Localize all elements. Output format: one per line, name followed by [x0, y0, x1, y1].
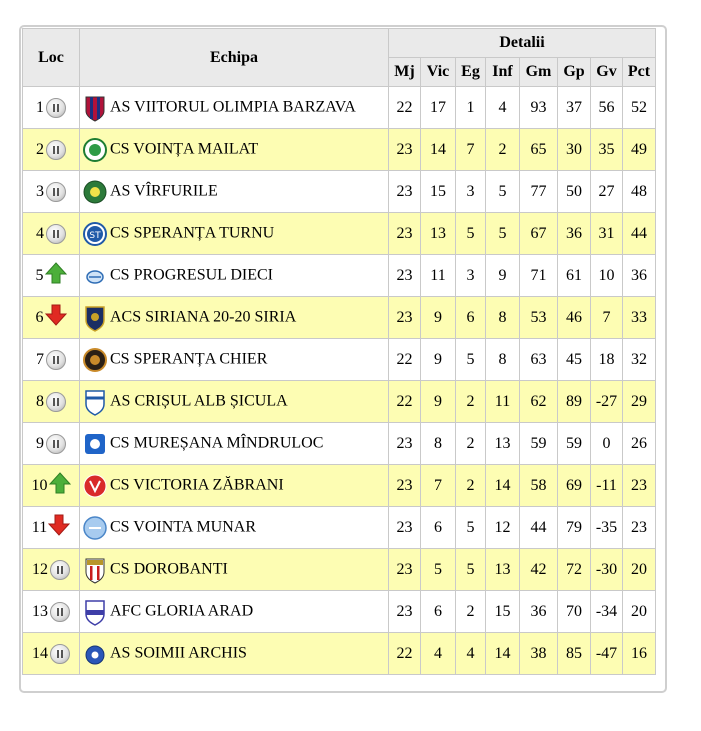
gm-cell: 42 [520, 549, 558, 591]
rank-number: 1 [36, 98, 44, 116]
gloria-shield-icon [83, 598, 107, 626]
gp-cell: 45 [558, 339, 591, 381]
team-cell [80, 213, 389, 255]
rank-number: 9 [36, 434, 44, 452]
gp-cell: 85 [558, 633, 591, 675]
team-cell [80, 507, 389, 549]
pct-cell: 26 [623, 423, 656, 465]
eg-cell: 5 [456, 549, 486, 591]
standings-table-container [19, 25, 667, 693]
rank-cell [23, 381, 80, 423]
vic-cell: 6 [421, 507, 456, 549]
vic-cell: 13 [421, 213, 456, 255]
team-name: CS MUREȘANA MÎNDRULOC [110, 434, 324, 452]
team-name: CS PROGRESUL DIECI [110, 266, 273, 284]
gv-cell: 7 [591, 297, 623, 339]
team-cell [80, 633, 389, 675]
team-cell [80, 129, 389, 171]
mj-cell: 23 [389, 255, 421, 297]
header-vic: Vic [421, 58, 456, 87]
gv-cell: -27 [591, 381, 623, 423]
inf-cell: 2 [486, 129, 520, 171]
trend-same-icon [46, 392, 66, 412]
rank-cell [23, 87, 80, 129]
rank-cell [23, 633, 80, 675]
table-row [23, 171, 656, 213]
team-cell [80, 255, 389, 297]
rank-cell [23, 549, 80, 591]
vic-cell: 11 [421, 255, 456, 297]
mj-cell: 23 [389, 213, 421, 255]
table-row [23, 255, 656, 297]
inf-cell: 11 [486, 381, 520, 423]
inf-cell: 8 [486, 339, 520, 381]
team-cell [80, 549, 389, 591]
table-row [23, 213, 656, 255]
mj-cell: 22 [389, 381, 421, 423]
header-mj: Mj [389, 58, 421, 87]
gv-cell: 18 [591, 339, 623, 381]
pct-cell: 48 [623, 171, 656, 213]
eg-cell: 1 [456, 87, 486, 129]
team-name: AS SOIMII ARCHIS [110, 644, 247, 662]
mj-cell: 23 [389, 507, 421, 549]
trend-same-icon [50, 644, 70, 664]
trend-same-icon [50, 560, 70, 580]
rank-number: 11 [31, 518, 48, 536]
team-cell [80, 171, 389, 213]
mj-cell: 23 [389, 297, 421, 339]
table-row [23, 549, 656, 591]
eg-cell: 2 [456, 591, 486, 633]
gm-cell: 71 [520, 255, 558, 297]
team-cell [80, 465, 389, 507]
mj-cell: 23 [389, 549, 421, 591]
inf-cell: 4 [486, 87, 520, 129]
header-eg: Eg [456, 58, 486, 87]
gm-cell: 58 [520, 465, 558, 507]
team-name: CS VICTORIA ZĂBRANI [110, 476, 284, 494]
eg-cell: 4 [456, 633, 486, 675]
gp-cell: 46 [558, 297, 591, 339]
pct-cell: 16 [623, 633, 656, 675]
blue-small-icon [83, 262, 107, 290]
blue-square-icon [83, 430, 107, 458]
table-row [23, 591, 656, 633]
team-name: CS VOINTA MUNAR [110, 518, 256, 536]
pct-cell: 44 [623, 213, 656, 255]
header-detalii: Detalii [389, 29, 656, 58]
rank-cell [23, 423, 80, 465]
inf-cell: 14 [486, 633, 520, 675]
table-row [23, 339, 656, 381]
table-row [23, 423, 656, 465]
rank-cell [23, 255, 80, 297]
rank-number: 14 [32, 644, 48, 662]
rank-cell [23, 171, 80, 213]
rank-cell [23, 213, 80, 255]
team-cell [80, 381, 389, 423]
rank-cell [23, 339, 80, 381]
header-gv: Gv [591, 58, 623, 87]
trend-same-icon [46, 224, 66, 244]
trend-down-icon [48, 514, 70, 541]
mj-cell: 22 [389, 87, 421, 129]
gm-cell: 62 [520, 381, 558, 423]
inf-cell: 15 [486, 591, 520, 633]
team-name: CS SPERANȚA CHIER [110, 350, 268, 368]
gm-cell: 77 [520, 171, 558, 213]
gm-cell: 67 [520, 213, 558, 255]
gm-cell: 53 [520, 297, 558, 339]
mj-cell: 22 [389, 633, 421, 675]
vic-cell: 8 [421, 423, 456, 465]
pct-cell: 23 [623, 507, 656, 549]
gm-cell: 59 [520, 423, 558, 465]
rank-number: 5 [35, 266, 44, 284]
gv-cell: -34 [591, 591, 623, 633]
gp-cell: 59 [558, 423, 591, 465]
trend-up-icon [49, 472, 71, 499]
pct-cell: 29 [623, 381, 656, 423]
gp-cell: 61 [558, 255, 591, 297]
rank-number: 4 [36, 224, 44, 242]
eg-cell: 3 [456, 255, 486, 297]
red-round-icon [83, 472, 107, 500]
rank-cell [23, 129, 80, 171]
blue-st-icon [83, 220, 107, 248]
gv-cell: 0 [591, 423, 623, 465]
inf-cell: 12 [486, 507, 520, 549]
eg-cell: 5 [456, 339, 486, 381]
eg-cell: 6 [456, 297, 486, 339]
vic-cell: 4 [421, 633, 456, 675]
standings-body [23, 87, 656, 675]
team-cell [80, 423, 389, 465]
vic-cell: 5 [421, 549, 456, 591]
gv-cell: 31 [591, 213, 623, 255]
trend-up-icon [45, 262, 67, 289]
vic-cell: 9 [421, 381, 456, 423]
inf-cell: 13 [486, 549, 520, 591]
eg-cell: 5 [456, 213, 486, 255]
team-name: AFC GLORIA ARAD [110, 602, 254, 620]
inf-cell: 14 [486, 465, 520, 507]
header-inf: Inf [486, 58, 520, 87]
team-name: AS CRIȘUL ALB ȘICULA [110, 392, 288, 410]
rank-number: 10 [31, 476, 48, 494]
inf-cell: 9 [486, 255, 520, 297]
team-name: ACS SIRIANA 20-20 SIRIA [110, 308, 297, 326]
table-row [23, 381, 656, 423]
gv-cell: -47 [591, 633, 623, 675]
eg-cell: 2 [456, 423, 486, 465]
gm-cell: 65 [520, 129, 558, 171]
standings-table [22, 28, 656, 675]
team-name: CS DOROBANTI [110, 560, 228, 578]
gp-cell: 70 [558, 591, 591, 633]
eg-cell: 7 [456, 129, 486, 171]
gm-cell: 93 [520, 87, 558, 129]
team-cell [80, 339, 389, 381]
gp-cell: 36 [558, 213, 591, 255]
gp-cell: 50 [558, 171, 591, 213]
blue-archis-icon [83, 640, 107, 668]
blue-white-shield-icon [83, 388, 107, 416]
green-circle-icon [83, 136, 107, 164]
vic-cell: 9 [421, 297, 456, 339]
rank-number: 13 [32, 602, 48, 620]
vic-cell: 6 [421, 591, 456, 633]
trend-same-icon [50, 602, 70, 622]
pct-cell: 23 [623, 465, 656, 507]
team-name: AS VÎRFURILE [110, 182, 218, 200]
pct-cell: 33 [623, 297, 656, 339]
green-ball-icon [83, 178, 107, 206]
table-row [23, 507, 656, 549]
team-name: CS VOINȚA MAILAT [110, 140, 259, 158]
trend-same-icon [46, 140, 66, 160]
gp-cell: 69 [558, 465, 591, 507]
rank-number: 8 [36, 392, 44, 410]
mj-cell: 22 [389, 339, 421, 381]
inf-cell: 5 [486, 213, 520, 255]
pct-cell: 20 [623, 549, 656, 591]
mj-cell: 23 [389, 591, 421, 633]
trend-down-icon [45, 304, 67, 331]
stripes-red-blue-icon [83, 94, 107, 122]
vic-cell: 7 [421, 465, 456, 507]
vic-cell: 14 [421, 129, 456, 171]
rank-cell [23, 465, 80, 507]
table-row [23, 129, 656, 171]
mj-cell: 23 [389, 465, 421, 507]
pct-cell: 52 [623, 87, 656, 129]
header-echipa: Echipa [80, 29, 389, 87]
gv-cell: -11 [591, 465, 623, 507]
rank-number: 2 [36, 140, 44, 158]
rank-cell [23, 297, 80, 339]
mj-cell: 23 [389, 423, 421, 465]
gp-cell: 37 [558, 87, 591, 129]
rank-cell [23, 591, 80, 633]
trend-same-icon [46, 182, 66, 202]
vic-cell: 15 [421, 171, 456, 213]
eg-cell: 5 [456, 507, 486, 549]
pct-cell: 49 [623, 129, 656, 171]
pct-cell: 20 [623, 591, 656, 633]
trend-same-icon [46, 434, 66, 454]
mj-cell: 23 [389, 171, 421, 213]
rank-number: 7 [36, 350, 44, 368]
gm-cell: 36 [520, 591, 558, 633]
table-row [23, 297, 656, 339]
svg-text:ST: ST [89, 230, 101, 241]
pct-cell: 32 [623, 339, 656, 381]
red-white-shield-icon [83, 556, 107, 584]
team-cell [80, 87, 389, 129]
inf-cell: 13 [486, 423, 520, 465]
gp-cell: 79 [558, 507, 591, 549]
team-cell [80, 591, 389, 633]
gv-cell: 27 [591, 171, 623, 213]
gv-cell: -30 [591, 549, 623, 591]
header-gm: Gm [520, 58, 558, 87]
gp-cell: 72 [558, 549, 591, 591]
gm-cell: 44 [520, 507, 558, 549]
dark-round-icon [83, 346, 107, 374]
header-loc: Loc [23, 29, 80, 87]
gm-cell: 63 [520, 339, 558, 381]
team-name: AS VIITORUL OLIMPIA BARZAVA [110, 98, 356, 116]
eg-cell: 2 [456, 381, 486, 423]
inf-cell: 5 [486, 171, 520, 213]
eg-cell: 3 [456, 171, 486, 213]
rank-number: 6 [35, 308, 44, 326]
team-cell [80, 297, 389, 339]
gv-cell: 10 [591, 255, 623, 297]
vic-cell: 17 [421, 87, 456, 129]
rank-cell [23, 507, 80, 549]
table-row [23, 633, 656, 675]
table-row [23, 87, 656, 129]
navy-shield-icon [83, 304, 107, 332]
mj-cell: 23 [389, 129, 421, 171]
header-pct: Pct [623, 58, 656, 87]
inf-cell: 8 [486, 297, 520, 339]
gp-cell: 30 [558, 129, 591, 171]
gv-cell: 56 [591, 87, 623, 129]
header-gp: Gp [558, 58, 591, 87]
table-row [23, 465, 656, 507]
vic-cell: 9 [421, 339, 456, 381]
team-name: CS SPERANȚA TURNU [110, 224, 275, 242]
pct-cell: 36 [623, 255, 656, 297]
eg-cell: 2 [456, 465, 486, 507]
gv-cell: -35 [591, 507, 623, 549]
rank-number: 3 [36, 182, 44, 200]
gv-cell: 35 [591, 129, 623, 171]
gm-cell: 38 [520, 633, 558, 675]
trend-same-icon [46, 98, 66, 118]
trend-same-icon [46, 350, 66, 370]
rank-number: 12 [32, 560, 48, 578]
light-blue-round-icon [83, 514, 107, 542]
gp-cell: 89 [558, 381, 591, 423]
